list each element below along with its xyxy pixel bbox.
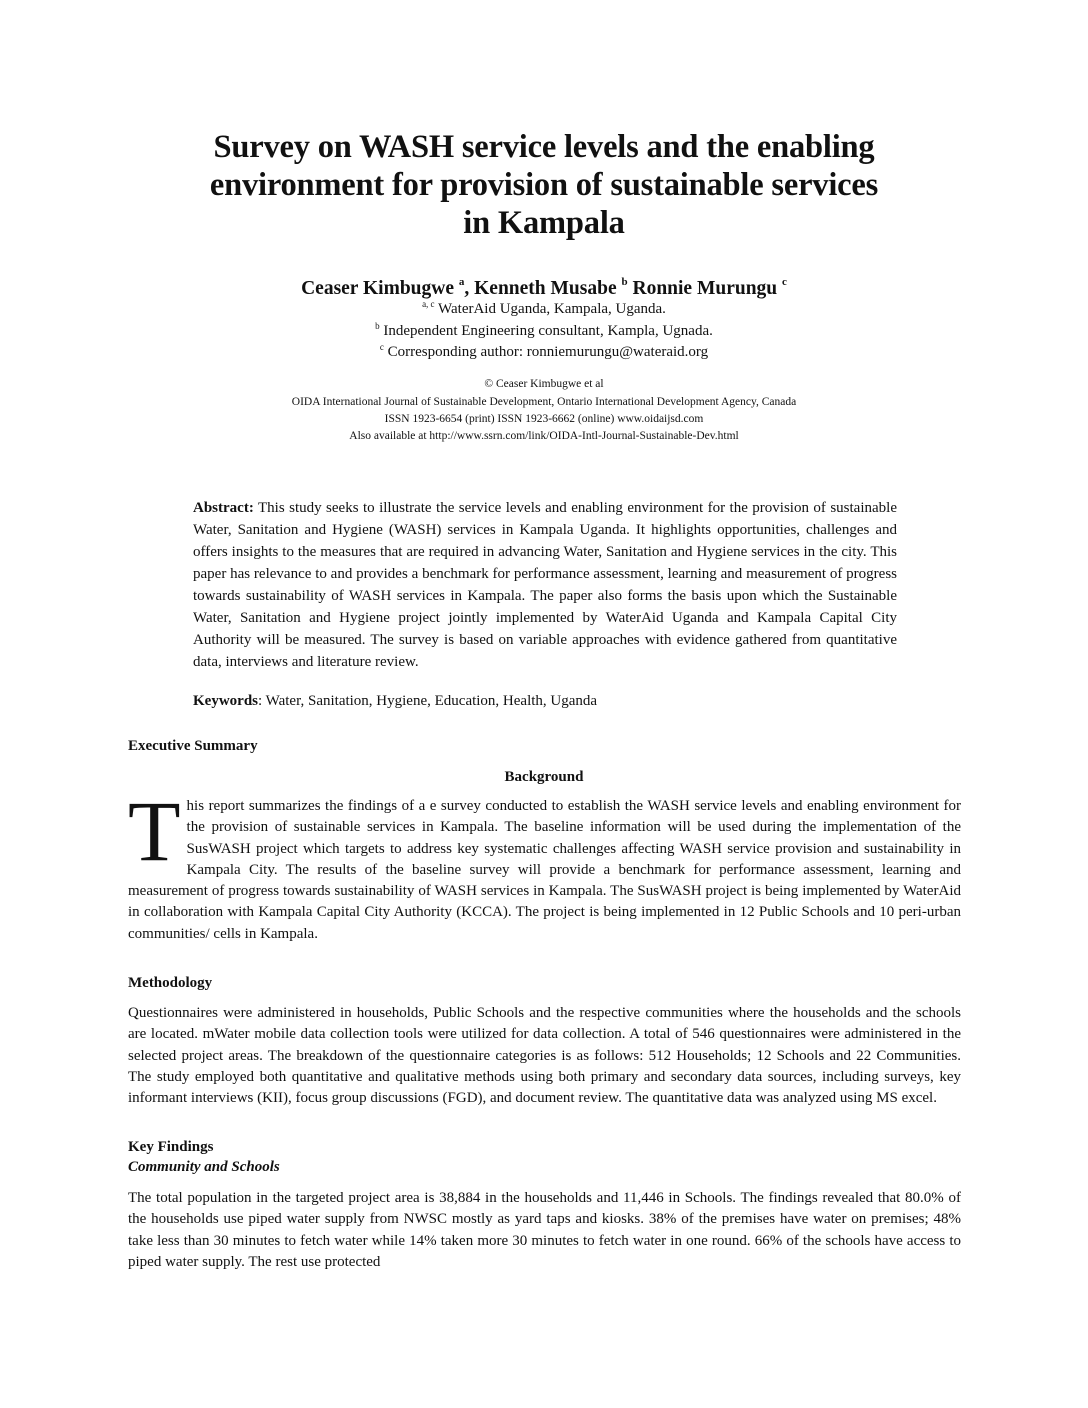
subsection-heading-community-schools: Community and Schools: [128, 1159, 280, 1175]
affiliation-text: Corresponding author: ronniemurungu@wateraid.org: [383, 344, 709, 360]
affiliation: [150, 321, 938, 341]
abstract-text: This study seeks to illustrate the service levels and enabling environment for the provision of sustainable Water, Sanitation and Hygiene (WASH) services in Kampala Uganda. It highlights opportunities, challenges and offers insights to the measures that are required in advancing Water, Sanitation and Hygiene services in the city. This paper has relevance to and provides a benchmark for performance assessment, learning and measurement of progress towards sustainability of WASH services in Kampala. The paper also forms the basis upon which the Sustainable Water, Sanitation and Hygiene project jointly implemented by WaterAid Uganda and Kampala Capital City Authority will be measured. The survey is based on variable approaches with evidence gathered from quantitative data, interviews and literature review.: [193, 500, 897, 670]
issn-line: ISSN 1923-6654 (print) ISSN 1923-6662 (online) www.oidaijsd.com: [384, 413, 704, 425]
background-text: his report summarizes the findings of a e survey conducted to establish the WASH service levels and enabling environment for the provision of sustainable services in Kampala. The baseline information will be used during the implementation of the SusWASH project which targets to address key systematic challenges affecting WASH service provision and sustainability in Kampala City. The results of the baseline survey will provide a benchmark for performance assessment, learning and measurement of progress towards sustainability of WASH services in Kampala. The SusWASH project is being implemented by WaterAid in collaboration with Kampala Capital City Authority (KCCA). The project is being implemented in 12 Public Schools and 10 peri-urban communities/ cells in Kampala.: [128, 798, 961, 942]
author-name: Ceaser Kimbugwe: [301, 278, 454, 299]
affiliation-marker: b: [375, 321, 380, 331]
title-line: environment for provision of sustainable services: [209, 167, 879, 203]
author-name: Kenneth Musabe: [474, 278, 617, 299]
author-separator: ,: [464, 278, 475, 299]
keywords-text: : Water, Sanitation, Hygiene, Education, Health, Uganda: [258, 693, 598, 709]
affiliation: [150, 342, 938, 362]
affiliation-marker: a, c: [422, 299, 435, 309]
keywords: [193, 690, 897, 712]
section-heading-key-findings: Key Findings: [128, 1139, 214, 1155]
drop-cap: T: [128, 783, 181, 879]
keywords-label: Keywords: [193, 693, 258, 709]
copyright-line: © Ceaser Kimbugwe et al: [484, 378, 604, 390]
journal-line: OIDA International Journal of Sustainable Development, Ontario International Development Agency, Canada: [291, 396, 797, 408]
title-line: in Kampala: [463, 205, 625, 241]
abstract-label: Abstract:: [193, 500, 254, 516]
affiliation: [150, 299, 938, 319]
author-affil-marker: b: [621, 276, 628, 288]
title-line: Survey on WASH service levels and the enabling: [213, 129, 875, 165]
availability-line: Also available at http://www.ssrn.com/link/OIDA-Intl-Journal-Sustainable-Dev.html: [349, 430, 739, 442]
affiliation-marker: c: [379, 342, 384, 352]
methodology-paragraph: Questionnaires were administered in households, Public Schools and the respective communities where the households and the schools are located. mWater mobile data collection tools were utilized for data collection. A total of 546 questionnaires were administered in the selected project areas. The breakdown of the questionnaire categories is as follows: 512 Households; 12 Schools and 22 Communities. The study employed both quantitative and qualitative methods using both primary and secondary data sources, including surveys, key informant interviews (KII), focus group discussions (FGD), and document review. The quantitative data was analyzed using MS excel.: [128, 1005, 961, 1107]
key-findings-paragraph: The total population in the targeted project area is 38,884 in the households and 11,446 in Schools. The findings revealed that 80.0% of the households use piped water supply from NWSC mostly as yard taps and kiosks. 38% of the premises have water on premises; 48% take less than 30 minutes to fetch water while 14% taken more 30 minutes to fetch water in one round. 66% of the schools have access to piped water supply. The rest use protected: [128, 1190, 961, 1270]
abstract: [193, 497, 897, 673]
author-affil-marker: c: [782, 276, 787, 288]
affiliation-text: WaterAid Uganda, Kampala, Uganda.: [434, 301, 666, 317]
author-list: [150, 277, 938, 301]
paper-title: [150, 128, 938, 242]
section-heading-methodology: Methodology: [128, 975, 213, 991]
background-paragraph: [128, 783, 961, 945]
author-name: Ronnie Murungu: [632, 278, 778, 299]
section-heading-executive-summary: Executive Summary: [128, 738, 258, 754]
section-heading-background: Background: [504, 769, 584, 785]
affiliation-text: Independent Engineering consultant, Kampla, Ugnada.: [379, 323, 713, 339]
author-affil-marker: a: [458, 276, 465, 288]
